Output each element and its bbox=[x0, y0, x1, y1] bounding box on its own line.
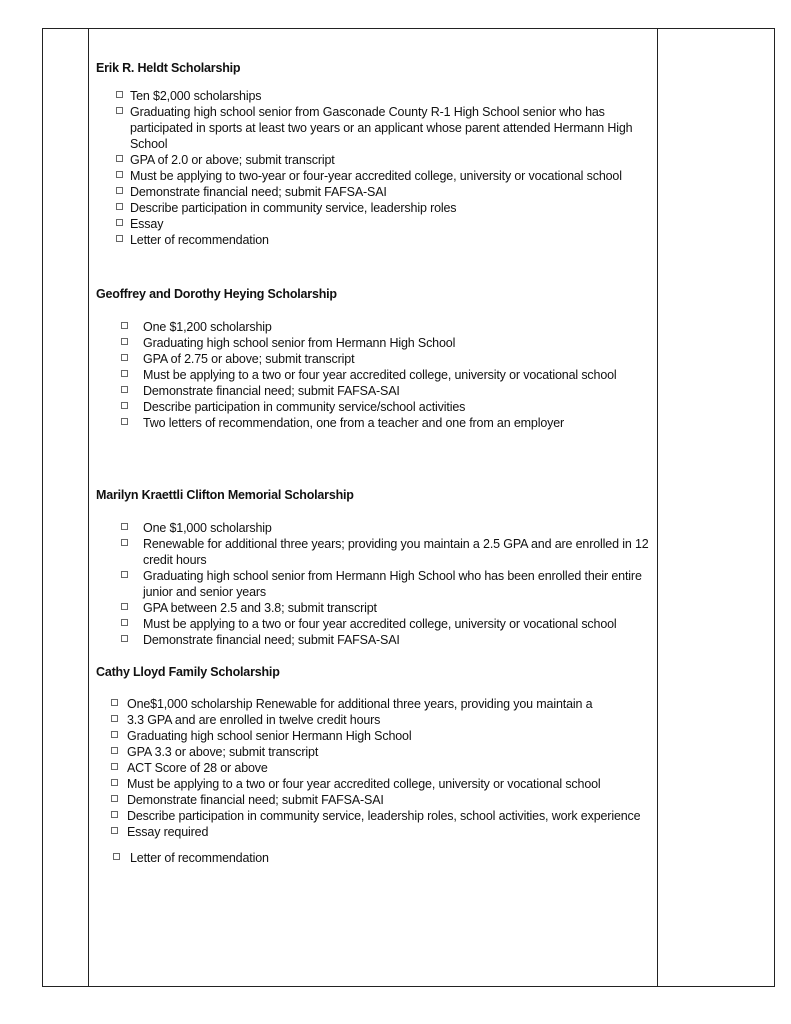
checkbox-icon[interactable] bbox=[121, 418, 128, 425]
list-item: Must be applying to a two or four year accredited college, university or vocational school bbox=[96, 367, 656, 383]
checkbox-icon[interactable] bbox=[121, 571, 128, 578]
scholarship-title: Geoffrey and Dorothy Heying Scholarship bbox=[96, 287, 337, 301]
checkbox-icon[interactable] bbox=[116, 155, 123, 162]
column-divider-right bbox=[657, 28, 658, 987]
checkbox-icon[interactable] bbox=[121, 322, 128, 329]
list-item: Two letters of recommendation, one from a teacher and one from an employer bbox=[96, 415, 656, 431]
checkbox-icon[interactable] bbox=[121, 354, 128, 361]
list-item: Renewable for additional three years; providing you maintain a 2.5 GPA and are enrolled in 12 credit hours bbox=[96, 536, 656, 568]
checkbox-icon[interactable] bbox=[121, 338, 128, 345]
checkbox-icon[interactable] bbox=[111, 811, 118, 818]
scholarship-cathy-lloyd bbox=[96, 664, 656, 866]
list-item: Must be applying to two-year or four-year accredited college, university or vocational school bbox=[96, 168, 656, 184]
checkbox-icon[interactable] bbox=[116, 107, 123, 114]
list-item: Must be applying to a two or four year accredited college, university or vocational school bbox=[96, 776, 656, 792]
list-item: GPA of 2.75 or above; submit transcript bbox=[96, 351, 656, 367]
list-item: One $1,200 scholarship bbox=[96, 319, 656, 335]
list-item: 3.3 GPA and are enrolled in twelve credit hours bbox=[96, 712, 656, 728]
scholarship-heying bbox=[96, 286, 656, 431]
requirements-list bbox=[96, 319, 656, 431]
checkbox-icon[interactable] bbox=[111, 827, 118, 834]
checkbox-icon[interactable] bbox=[116, 171, 123, 178]
checkbox-icon[interactable] bbox=[111, 795, 118, 802]
list-item: GPA 3.3 or above; submit transcript bbox=[96, 744, 656, 760]
scholarship-erik-heldt bbox=[96, 60, 656, 248]
requirements-list bbox=[96, 520, 656, 648]
checkbox-icon[interactable] bbox=[111, 699, 118, 706]
checkbox-icon[interactable] bbox=[111, 763, 118, 770]
checkbox-icon[interactable] bbox=[111, 715, 118, 722]
requirements-list bbox=[96, 88, 656, 248]
checkbox-icon[interactable] bbox=[121, 603, 128, 610]
checkbox-icon[interactable] bbox=[111, 779, 118, 786]
scholarship-title: Erik R. Heldt Scholarship bbox=[96, 61, 241, 75]
list-item: Demonstrate financial need; submit FAFSA-SAI bbox=[96, 184, 656, 200]
checkbox-icon[interactable] bbox=[111, 747, 118, 754]
checkbox-icon[interactable] bbox=[121, 619, 128, 626]
list-item: ACT Score of 28 or above bbox=[96, 760, 656, 776]
checkbox-icon[interactable] bbox=[116, 187, 123, 194]
list-item: Describe participation in community service, leadership roles, school activities, work experience bbox=[96, 808, 656, 824]
list-item: Must be applying to a two or four year accredited college, university or vocational school bbox=[96, 616, 656, 632]
list-item: Graduating high school senior Hermann High School bbox=[96, 728, 656, 744]
column-divider-left bbox=[88, 28, 89, 987]
scholarship-clifton-memorial bbox=[96, 487, 656, 648]
checkbox-icon[interactable] bbox=[113, 853, 120, 860]
list-item: One$1,000 scholarship Renewable for additional three years, providing you maintain a bbox=[96, 696, 656, 712]
list-item: Essay bbox=[96, 216, 656, 232]
list-item: Demonstrate financial need; submit FAFSA-SAI bbox=[96, 383, 656, 399]
list-item: Ten $2,000 scholarships bbox=[96, 88, 656, 104]
list-item: Describe participation in community service/school activities bbox=[96, 399, 656, 415]
scholarship-title: Cathy Lloyd Family Scholarship bbox=[96, 665, 280, 679]
list-item: Graduating high school senior from Hermann High School who has been enrolled their entire junior and senior years bbox=[96, 568, 656, 600]
checkbox-icon[interactable] bbox=[121, 539, 128, 546]
list-item: Graduating high school senior from Hermann High School bbox=[96, 335, 656, 351]
checkbox-icon[interactable] bbox=[116, 91, 123, 98]
list-item: Letter of recommendation bbox=[96, 850, 656, 866]
requirements-list bbox=[96, 696, 656, 866]
list-item: Describe participation in community service, leadership roles bbox=[96, 200, 656, 216]
checkbox-icon[interactable] bbox=[116, 203, 123, 210]
list-item: Graduating high school senior from Gasconade County R-1 High School senior who has participated in sports at least two years or an applicant whose parent attended Hermann High School bbox=[96, 104, 656, 152]
list-item: GPA of 2.0 or above; submit transcript bbox=[96, 152, 656, 168]
checkbox-icon[interactable] bbox=[121, 402, 128, 409]
list-item: One $1,000 scholarship bbox=[96, 520, 656, 536]
list-item: Demonstrate financial need; submit FAFSA-SAI bbox=[96, 632, 656, 648]
list-item: GPA between 2.5 and 3.8; submit transcript bbox=[96, 600, 656, 616]
checkbox-icon[interactable] bbox=[116, 235, 123, 242]
checkbox-icon[interactable] bbox=[121, 370, 128, 377]
checkbox-icon[interactable] bbox=[121, 386, 128, 393]
checkbox-icon[interactable] bbox=[116, 219, 123, 226]
list-item: Letter of recommendation bbox=[96, 232, 656, 248]
scholarship-title: Marilyn Kraettli Clifton Memorial Scholarship bbox=[96, 488, 354, 502]
list-item: Essay required bbox=[96, 824, 656, 840]
list-item: Demonstrate financial need; submit FAFSA-SAI bbox=[96, 792, 656, 808]
checkbox-icon[interactable] bbox=[111, 731, 118, 738]
checkbox-icon[interactable] bbox=[121, 523, 128, 530]
checkbox-icon[interactable] bbox=[121, 635, 128, 642]
